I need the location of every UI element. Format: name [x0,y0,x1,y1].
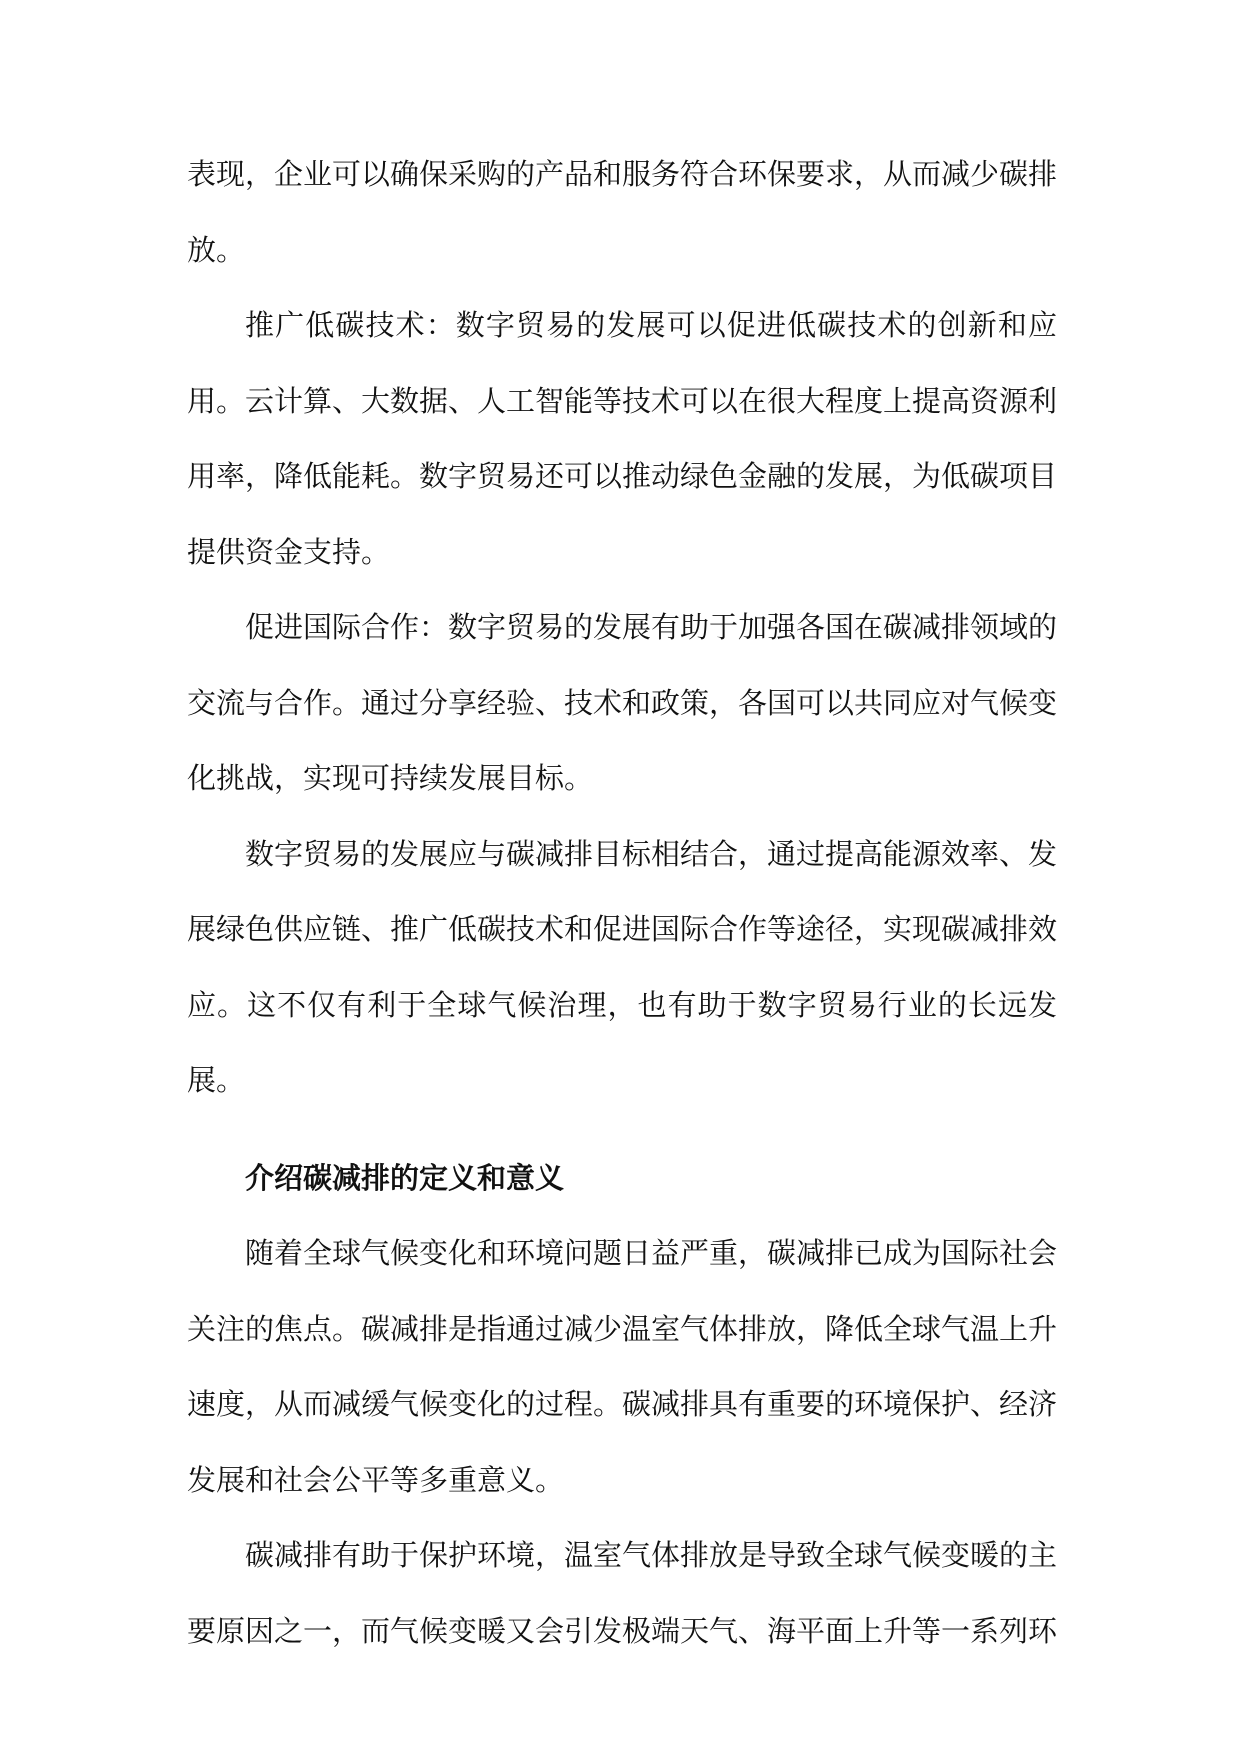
paragraph-definition: 随着全球气候变化和环境问题日益严重，碳减排已成为国际社会关注的焦点。碳减排是指通过减少温室气体排放，降低全球气温上升速度，从而减缓气候变化的过程。碳减排具有重要的环境保护、经济发展和社会公平等多重意义。 [187,1236,1058,1497]
paragraph-international-cooperation: 促进国际合作：数字贸易的发展有助于加强各国在碳减排领域的交流与合作。通过分享经验、技术和政策，各国可以共同应对气候变化挑战，实现可持续发展目标。 [187,610,1058,795]
paragraph-environment: 碳减排有助于保护环境，温室气体排放是导致全球气候变暖的主要原因之一，而气候变暖又会引发极端天气、海平面上升等一系列环 [187,1538,1058,1648]
paragraph-summary: 数字贸易的发展应与碳减排目标相结合，通过提高能源效率、发展绿色供应链、推广低碳技术和促进国际合作等途径，实现碳减排效应。这不仅有利于全球气候治理，也有助于数字贸易行业的长远发展。 [187,836,1058,1097]
section-heading: 介绍碳减排的定义和意义 [245,1160,565,1195]
paragraph-continuation: 表现，企业可以确保采购的产品和服务符合环保要求，从而减少碳排放。 [187,157,1058,267]
paragraph-low-carbon-tech: 推广低碳技术：数字贸易的发展可以促进低碳技术的创新和应用。云计算、大数据、人工智能等技术可以在很大程度上提高资源利用率，降低能耗。数字贸易还可以推动绿色金融的发展，为低碳项目提供资金支持。 [187,308,1058,569]
document-page [187,137,1057,1669]
